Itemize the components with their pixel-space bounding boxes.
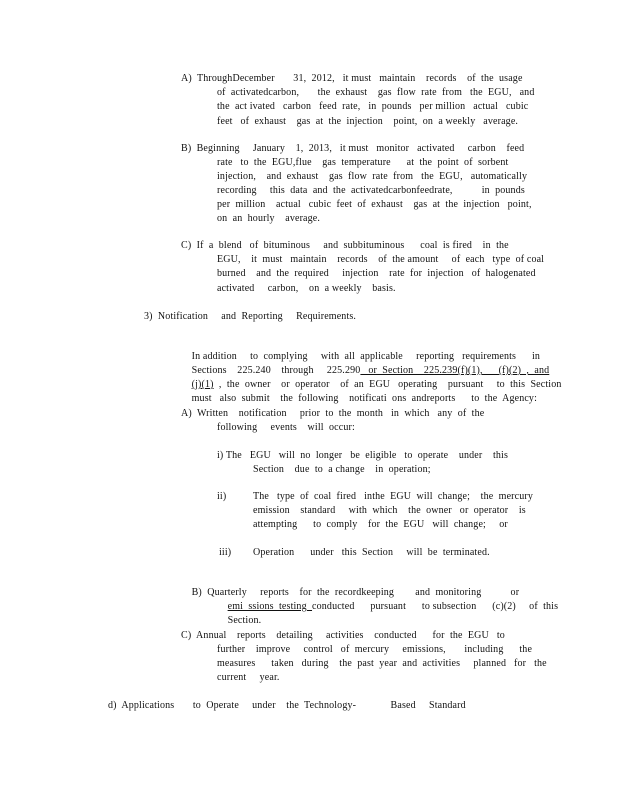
text-line: injection, and exhaust gas flow rate from the EGU, automatically <box>217 171 528 182</box>
text-line: feet of exhaust gas at the injection point, on a weekly average. <box>217 116 519 127</box>
text-line: further improve control of mercury emissions, including the <box>217 644 533 655</box>
text-line: attempting to comply for the EGU will change; or <box>253 519 508 530</box>
text-line: C) Annual reports detailing activities conducted for the EGU to <box>181 630 505 641</box>
text-line: i) The EGU will no longer be eligible to operate under this <box>217 450 509 461</box>
text-line: C) If a blend of bituminous and subbituminous coal is fired in the <box>181 240 509 251</box>
underlined-amendment-text: (j)(1) <box>191 379 214 390</box>
text-line: measures taken during the past year and activities planned for the <box>217 658 547 669</box>
text-line: Operation under this Section will be terminated. <box>253 547 490 558</box>
section-3-heading: 3) Notification and Reporting Requirements. <box>144 311 357 322</box>
text-line: EGU, it must maintain records of the amount of each type of coal <box>217 254 545 265</box>
text-segment: Section. <box>227 615 262 626</box>
text-segment: Sections 225.240 through 225.290 <box>191 365 361 376</box>
text-segment: conducted pursuant to subsection (c)(2) of this <box>312 601 559 612</box>
text-line: the act ivated carbon feed rate, in pounds per million actual cubic <box>217 101 529 112</box>
text-line <box>217 589 558 625</box>
section-d-heading: d) Applications to Operate under the Technology- Based Standard <box>108 700 466 711</box>
text-line: B) Beginning January 1, 2013, it must monitor activated carbon feed <box>181 143 525 154</box>
text-line: of activatedcarbon, the exhaust gas flow rate from the EGU, and <box>217 87 535 98</box>
underlined-amendment-text: emi ssions testing <box>227 601 313 612</box>
text-line: recording this data and the activatedcarbonfeedrate, in pounds <box>217 185 525 196</box>
subitem-label: iii) <box>219 547 232 558</box>
text-line: emission standard with which the owner or operator is <box>253 505 526 516</box>
text-line: Section due to a change in operation; <box>253 464 431 475</box>
text-segment: must also submit the following notificati ons andreports to the Agency: <box>191 393 538 404</box>
text-segment: B) Quarterly reports for the recordkeeping and monitoring or <box>191 587 520 598</box>
text-segment: In addition to complying with all applicable reporting requirements in <box>191 351 541 362</box>
subitem-label: ii) <box>217 491 227 502</box>
text-line: burned and the required injection rate for injection of halogenated <box>217 268 536 279</box>
text-segment: , the owner or operator of an EGU operating pursuant to this Section <box>213 379 562 390</box>
text-line: A) Written notification prior to the month in which any of the <box>181 408 485 419</box>
text-line: per million actual cubic feet of exhaust gas at the injection point, <box>217 199 532 210</box>
text-line: activated carbon, on a weekly basis. <box>217 283 396 294</box>
underlined-amendment-text: or Section 225.239(f)(1), (f)(2) , and <box>360 365 550 376</box>
text-line: rate to the EGU,flue gas temperature at the point of sorbent <box>217 157 509 168</box>
text-line: The type of coal fired inthe EGU will change; the mercury <box>253 491 534 502</box>
text-line: A) ThroughDecember 31, 2012, it must maintain records of the usage <box>181 73 523 84</box>
text-line: on an hourly average. <box>217 213 321 224</box>
text-line: following events will occur: <box>217 422 355 433</box>
text-line: current year. <box>217 672 280 683</box>
